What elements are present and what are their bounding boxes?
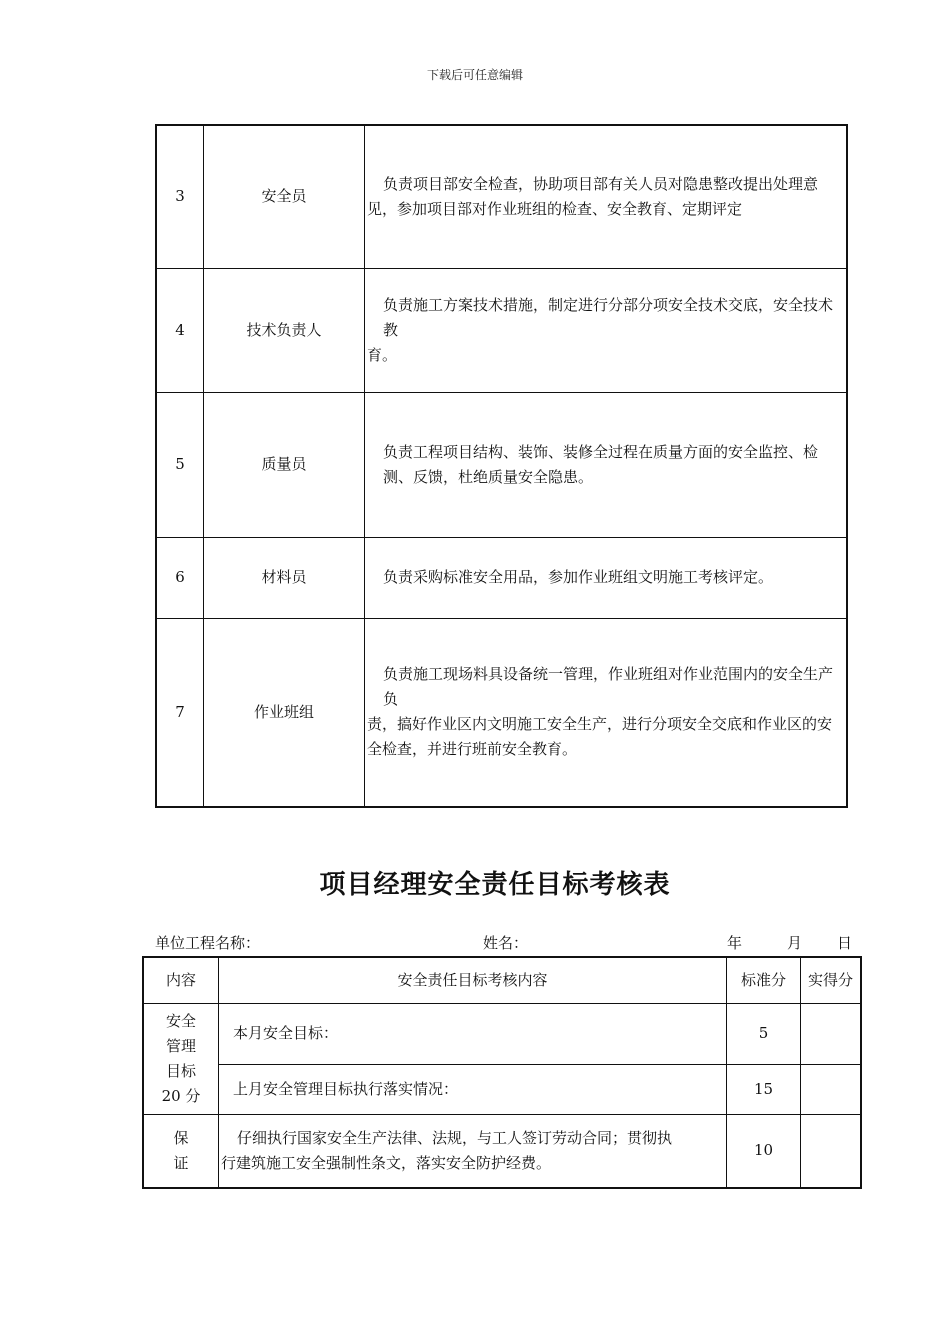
row-number: 7 [156,618,204,807]
row-number: 5 [156,392,204,537]
role-description [365,268,848,392]
role-description [365,392,848,537]
assessment-content: 本月安全目标： [219,1003,727,1064]
year-label: 年 [727,934,743,952]
header-category: 内容 [143,957,219,1003]
actual-score-cell[interactable] [801,1114,862,1188]
category-safety-management: 安全 管理 目标 20 分 [143,1003,219,1114]
unit-name-label: 单位工程名称： [155,934,261,952]
table-row [156,392,847,537]
header-content: 安全责任目标考核内容 [219,957,727,1003]
table-row [156,125,847,268]
category-guarantee: 保 证 [143,1114,219,1188]
description-line: 负责项目部安全检查，协助项目部有关人员对隐患整改提出处理意 [383,174,819,193]
responsibility-table [155,124,848,808]
role-description [365,125,848,268]
standard-score: 15 [727,1064,801,1114]
table-row [156,268,847,392]
description-line: 负责施工方案技术措施，制定进行分部分项安全技术交底，安全技术教 [383,295,834,339]
row-number: 6 [156,537,204,618]
month-label: 月 [787,934,803,952]
assessment-content: 仔细执行国家安全生产法律、法规，与工人签订劳动合同；贯彻执 行建筑施工安全强制性条文，落实安全防护经费。 [219,1114,727,1188]
table-row [156,618,847,807]
role-name: 材料员 [204,537,365,618]
description-line: 见，参加项目部对作业班组的检查、安全教育、定期评定 [367,199,743,218]
header-actual-score: 实得分 [801,957,862,1003]
assessment-table [142,956,862,1189]
standard-score: 5 [727,1003,801,1064]
role-name: 技术负责人 [204,268,365,392]
assessment-content: 上月安全管理目标执行落实情况： [219,1064,727,1114]
header-note: 下载后可任意编辑 [426,68,523,82]
role-description [365,537,848,618]
table-row [143,1114,861,1188]
role-name: 作业班组 [204,618,365,807]
day-label: 日 [837,934,853,952]
description-line: 育。 [367,345,398,364]
person-name-label: 姓名： [483,934,529,952]
role-name: 安全员 [204,125,365,268]
table-row [143,1003,861,1064]
assessment-meta [155,932,855,954]
row-number: 3 [156,125,204,268]
standard-score: 10 [727,1114,801,1188]
table-row [156,537,847,618]
role-description [365,618,848,807]
actual-score-cell[interactable] [801,1064,862,1114]
actual-score-cell[interactable] [801,1003,862,1064]
description-line: 负责施工现场料具设备统一管理，作业班组对作业范围内的安全生产负 [383,665,834,709]
role-name: 质量员 [204,392,365,537]
header-standard-score: 标准分 [727,957,801,1003]
table-header-row [143,957,861,1003]
description-line: 责，搞好作业区内文明施工安全生产，进行分项安全交底和作业区的安 [367,715,833,734]
row-number: 4 [156,268,204,392]
description-line: 负责采购标准安全用品，参加作业班组文明施工考核评定。 [383,568,774,586]
assessment-title: 项目经理安全责任目标考核表 [319,870,671,900]
description-line: 全检查，并进行班前安全教育。 [367,740,578,759]
description-line: 负责工程项目结构、装饰、装修全过程在质量方面的安全监控、检 测、反馈，杜绝质量安全隐患。 [383,442,819,486]
table-row [143,1064,861,1114]
